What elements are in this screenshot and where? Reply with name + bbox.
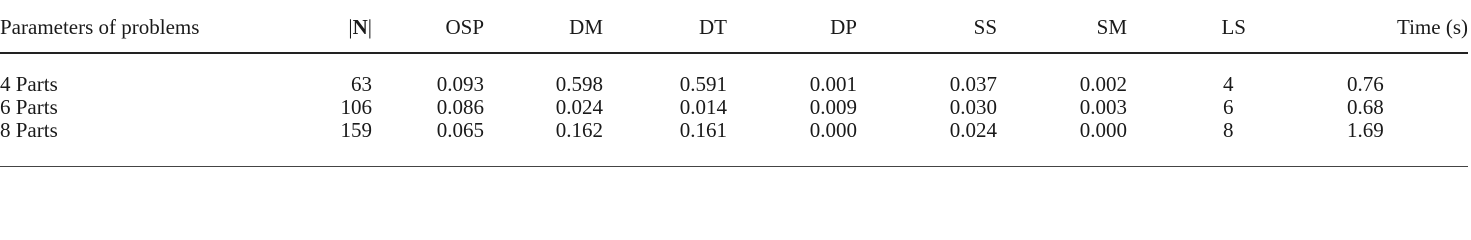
header-n-symbol: N [352,14,368,39]
cell-dp: 0.001 [809,72,857,96]
header-n-bar-right: | [367,14,372,39]
cell-ls: 4 [1223,72,1234,96]
table-bottom-rule [0,166,1468,167]
header-dp: DP [830,14,857,39]
cell-n: 63 [351,72,372,96]
cell-ls: 8 [1223,118,1234,142]
cell-dt: 0.014 [679,95,727,119]
table-header-row [0,0,1468,53]
cell-dm: 0.162 [555,118,603,142]
table-row [0,119,1468,142]
header-n-bar-left: | [348,14,353,39]
cell-dp: 0.000 [809,118,857,142]
header-parameters: Parameters of problems [0,14,200,39]
cell-time: 1.69 [1347,118,1384,142]
cell-n: 159 [340,118,372,142]
cell-osp: 0.065 [436,118,484,142]
table-row [0,96,1468,119]
cell-dm: 0.024 [555,95,603,119]
header-dm: DM [569,14,603,39]
cell-dt: 0.161 [679,118,727,142]
cell-param: 8 Parts [0,118,58,142]
cell-ss: 0.030 [949,95,997,119]
table-row [0,73,1468,96]
cell-dp: 0.009 [809,95,857,119]
header-n [290,0,372,53]
header-ls: LS [1221,14,1246,39]
cell-ls: 6 [1223,95,1234,119]
cell-sm: 0.000 [1079,118,1127,142]
cell-dm: 0.598 [555,72,603,96]
header-osp: OSP [445,14,484,39]
cell-dt: 0.591 [679,72,727,96]
cell-param: 6 Parts [0,95,58,119]
cell-sm: 0.002 [1079,72,1127,96]
header-time: Time (s) [1397,14,1468,39]
header-sm: SM [1096,14,1127,39]
cell-param: 4 Parts [0,72,58,96]
cell-osp: 0.086 [436,95,484,119]
cell-time: 0.76 [1347,72,1384,96]
cell-n: 106 [340,95,372,119]
cell-ss: 0.037 [949,72,997,96]
header-ss: SS [973,14,997,39]
cell-sm: 0.003 [1079,95,1127,119]
cell-time: 0.68 [1347,95,1384,119]
cell-ss: 0.024 [949,118,997,142]
header-dt: DT [699,14,727,39]
cell-osp: 0.093 [436,72,484,96]
